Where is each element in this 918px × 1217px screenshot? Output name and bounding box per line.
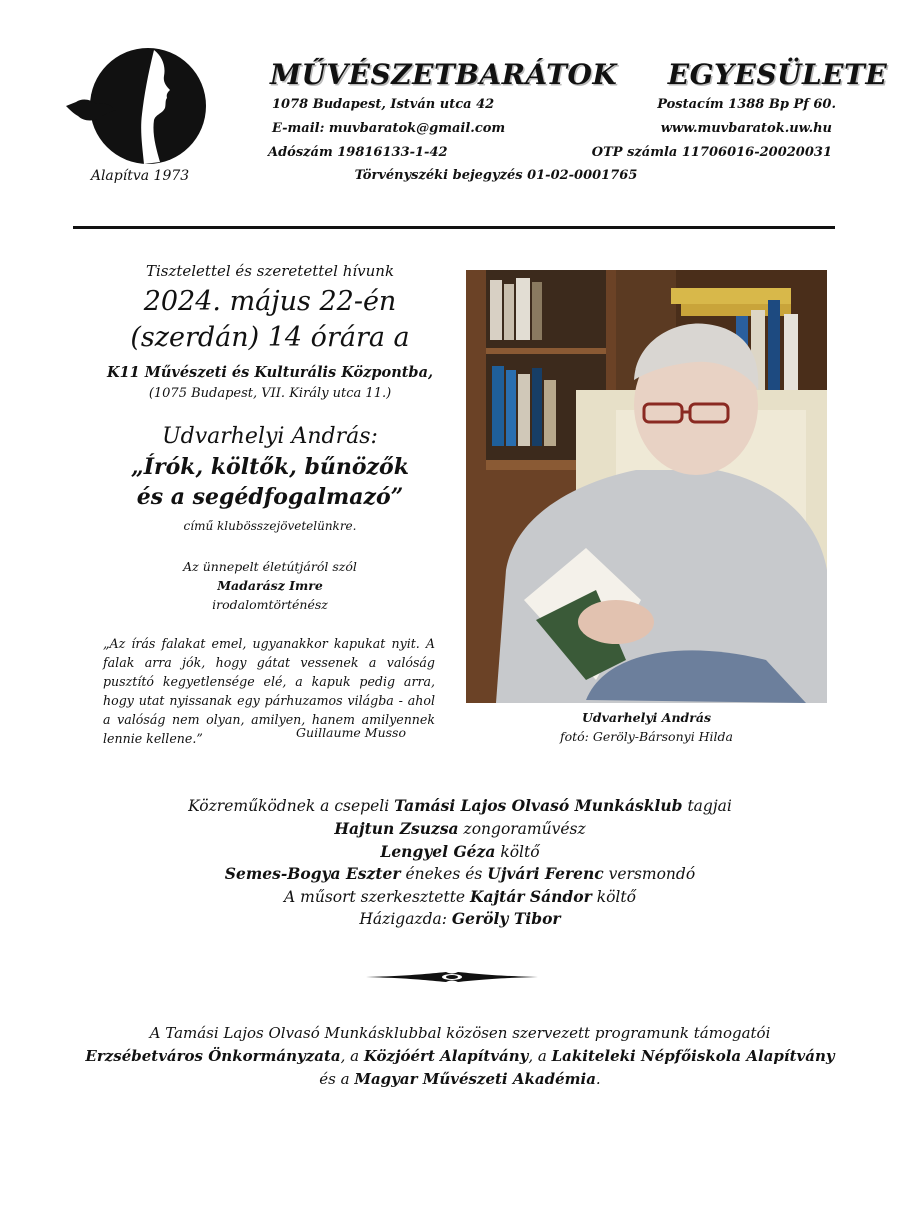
performers-line-2: [80, 819, 840, 838]
introducer-name: Madarász Imre: [217, 578, 323, 593]
org-title-left: MŰVÉSZETBARÁTOK: [270, 58, 618, 91]
org-title-right: EGYESÜLETE: [667, 58, 888, 91]
portrait-photo: [466, 270, 827, 703]
org-postal-address: Postacím 1388 Bp Pf 60.: [657, 97, 836, 112]
performer-name: Ujvári Ferenc: [487, 864, 604, 883]
supporter-name: Lakiteleki Népfőiskola Alapítvány: [551, 1047, 835, 1065]
org-tax-number: Adószám 19816133-1-42: [268, 145, 448, 160]
performer-name: Hajtun Zsuzsa: [334, 819, 459, 838]
event-venue: K11 Művészeti és Kulturális Központba,: [106, 364, 434, 381]
performers-line-5: [80, 887, 840, 906]
host-label: Házigazda:: [359, 910, 452, 928]
supporter-separator: , a: [528, 1047, 552, 1065]
supporter-separator: , a: [340, 1047, 364, 1065]
org-email: E-mail: muvbaratok@gmail.com: [272, 121, 506, 136]
performer-name: Lengyel Géza: [380, 842, 496, 861]
supporter-end: .: [595, 1070, 601, 1088]
editor-role: költő: [591, 888, 636, 906]
performer-role: énekes és: [400, 865, 488, 883]
org-registration: [270, 168, 840, 183]
editor-label: A műsort szerkesztette: [284, 888, 471, 906]
invitation-intro: Tisztelettel és szeretettel hívunk: [145, 262, 395, 280]
performer-name: Semes-Bogya Eszter: [224, 864, 401, 883]
performer-group: Tamási Lajos Olvasó Munkásklub: [394, 796, 683, 815]
speaker-name: Udvarhelyi András:: [162, 424, 378, 449]
talk-title-line2: és a segédfogalmazó”: [136, 484, 404, 510]
performers-text: tagjai: [682, 797, 732, 815]
photo-caption-name: Udvarhelyi András: [582, 710, 711, 725]
introducer-line: Az ünnepelt életútjáról szól: [183, 559, 357, 574]
performer-role: versmondó: [603, 865, 696, 883]
event-time: (szerdán) 14 órára a: [130, 322, 410, 353]
organization-logo: [62, 44, 208, 168]
editor-name: Kajtár Sándor: [470, 887, 592, 906]
quote-author: Guillaume Musso: [296, 725, 406, 740]
host-name: Geröly Tibor: [451, 909, 561, 928]
talk-note: című klubösszejövetelünkre.: [183, 519, 357, 533]
introducer-role: irodalomtörténész: [212, 597, 328, 612]
supporter-name: Közjóért Alapítvány: [363, 1047, 529, 1065]
talk-title-line1: „Írók, költők, bűnözők: [131, 454, 409, 480]
supporters-line-2: [60, 1047, 860, 1065]
founded-year: Alapítva 1973: [90, 168, 190, 184]
performers-line-1: [80, 796, 840, 815]
ornament-divider: [366, 968, 538, 986]
org-bank-account: OTP számla 11706016-20020031: [591, 145, 832, 160]
venue-address: (1075 Budapest, VII. Király utca 11.): [148, 386, 392, 401]
performers-text: Közreműködnek a csepeli: [188, 797, 395, 815]
photo-credit: fotó: Geröly-Bársonyi Hilda: [559, 729, 734, 744]
event-date: 2024. május 22-én: [143, 286, 397, 317]
performer-role: zongoraművész: [458, 820, 586, 838]
performers-line-4: [80, 864, 840, 883]
supporters-line-3: [60, 1070, 860, 1088]
org-website: www.muvbaratok.uw.hu: [660, 121, 832, 136]
supporter-name: Erzsébetváros Önkormányzata: [85, 1047, 341, 1065]
performers-line-6: [80, 909, 840, 928]
supporter-separator: és a: [319, 1070, 355, 1088]
organization-title: [270, 58, 888, 91]
org-address: 1078 Budapest, István utca 42: [272, 97, 495, 112]
org-registration-text: Törvényszéki bejegyzés 01-02-0001765: [354, 168, 638, 183]
performers-line-3: [80, 842, 840, 861]
supporter-name: Magyar Művészeti Akadémia: [354, 1070, 596, 1088]
performer-role: költő: [495, 843, 540, 861]
supporters-intro: A Tamási Lajos Olvasó Munkásklubbal közösen szervezett programunk támogatói: [149, 1024, 771, 1042]
header-divider: [73, 226, 835, 229]
quote-text: „Az írás falakat emel, ugyanakkor kapukat nyit. A falak arra jók, hogy gátat vessenek a valóság pusztító kegyetlensége elé, a kapuk pedig arra, hogy utat nyissanak egy párhuzamos világba - ahol a valóság nem olyan, amilyen, hanem amilyennek lennie kellene.”: [103, 636, 435, 746]
